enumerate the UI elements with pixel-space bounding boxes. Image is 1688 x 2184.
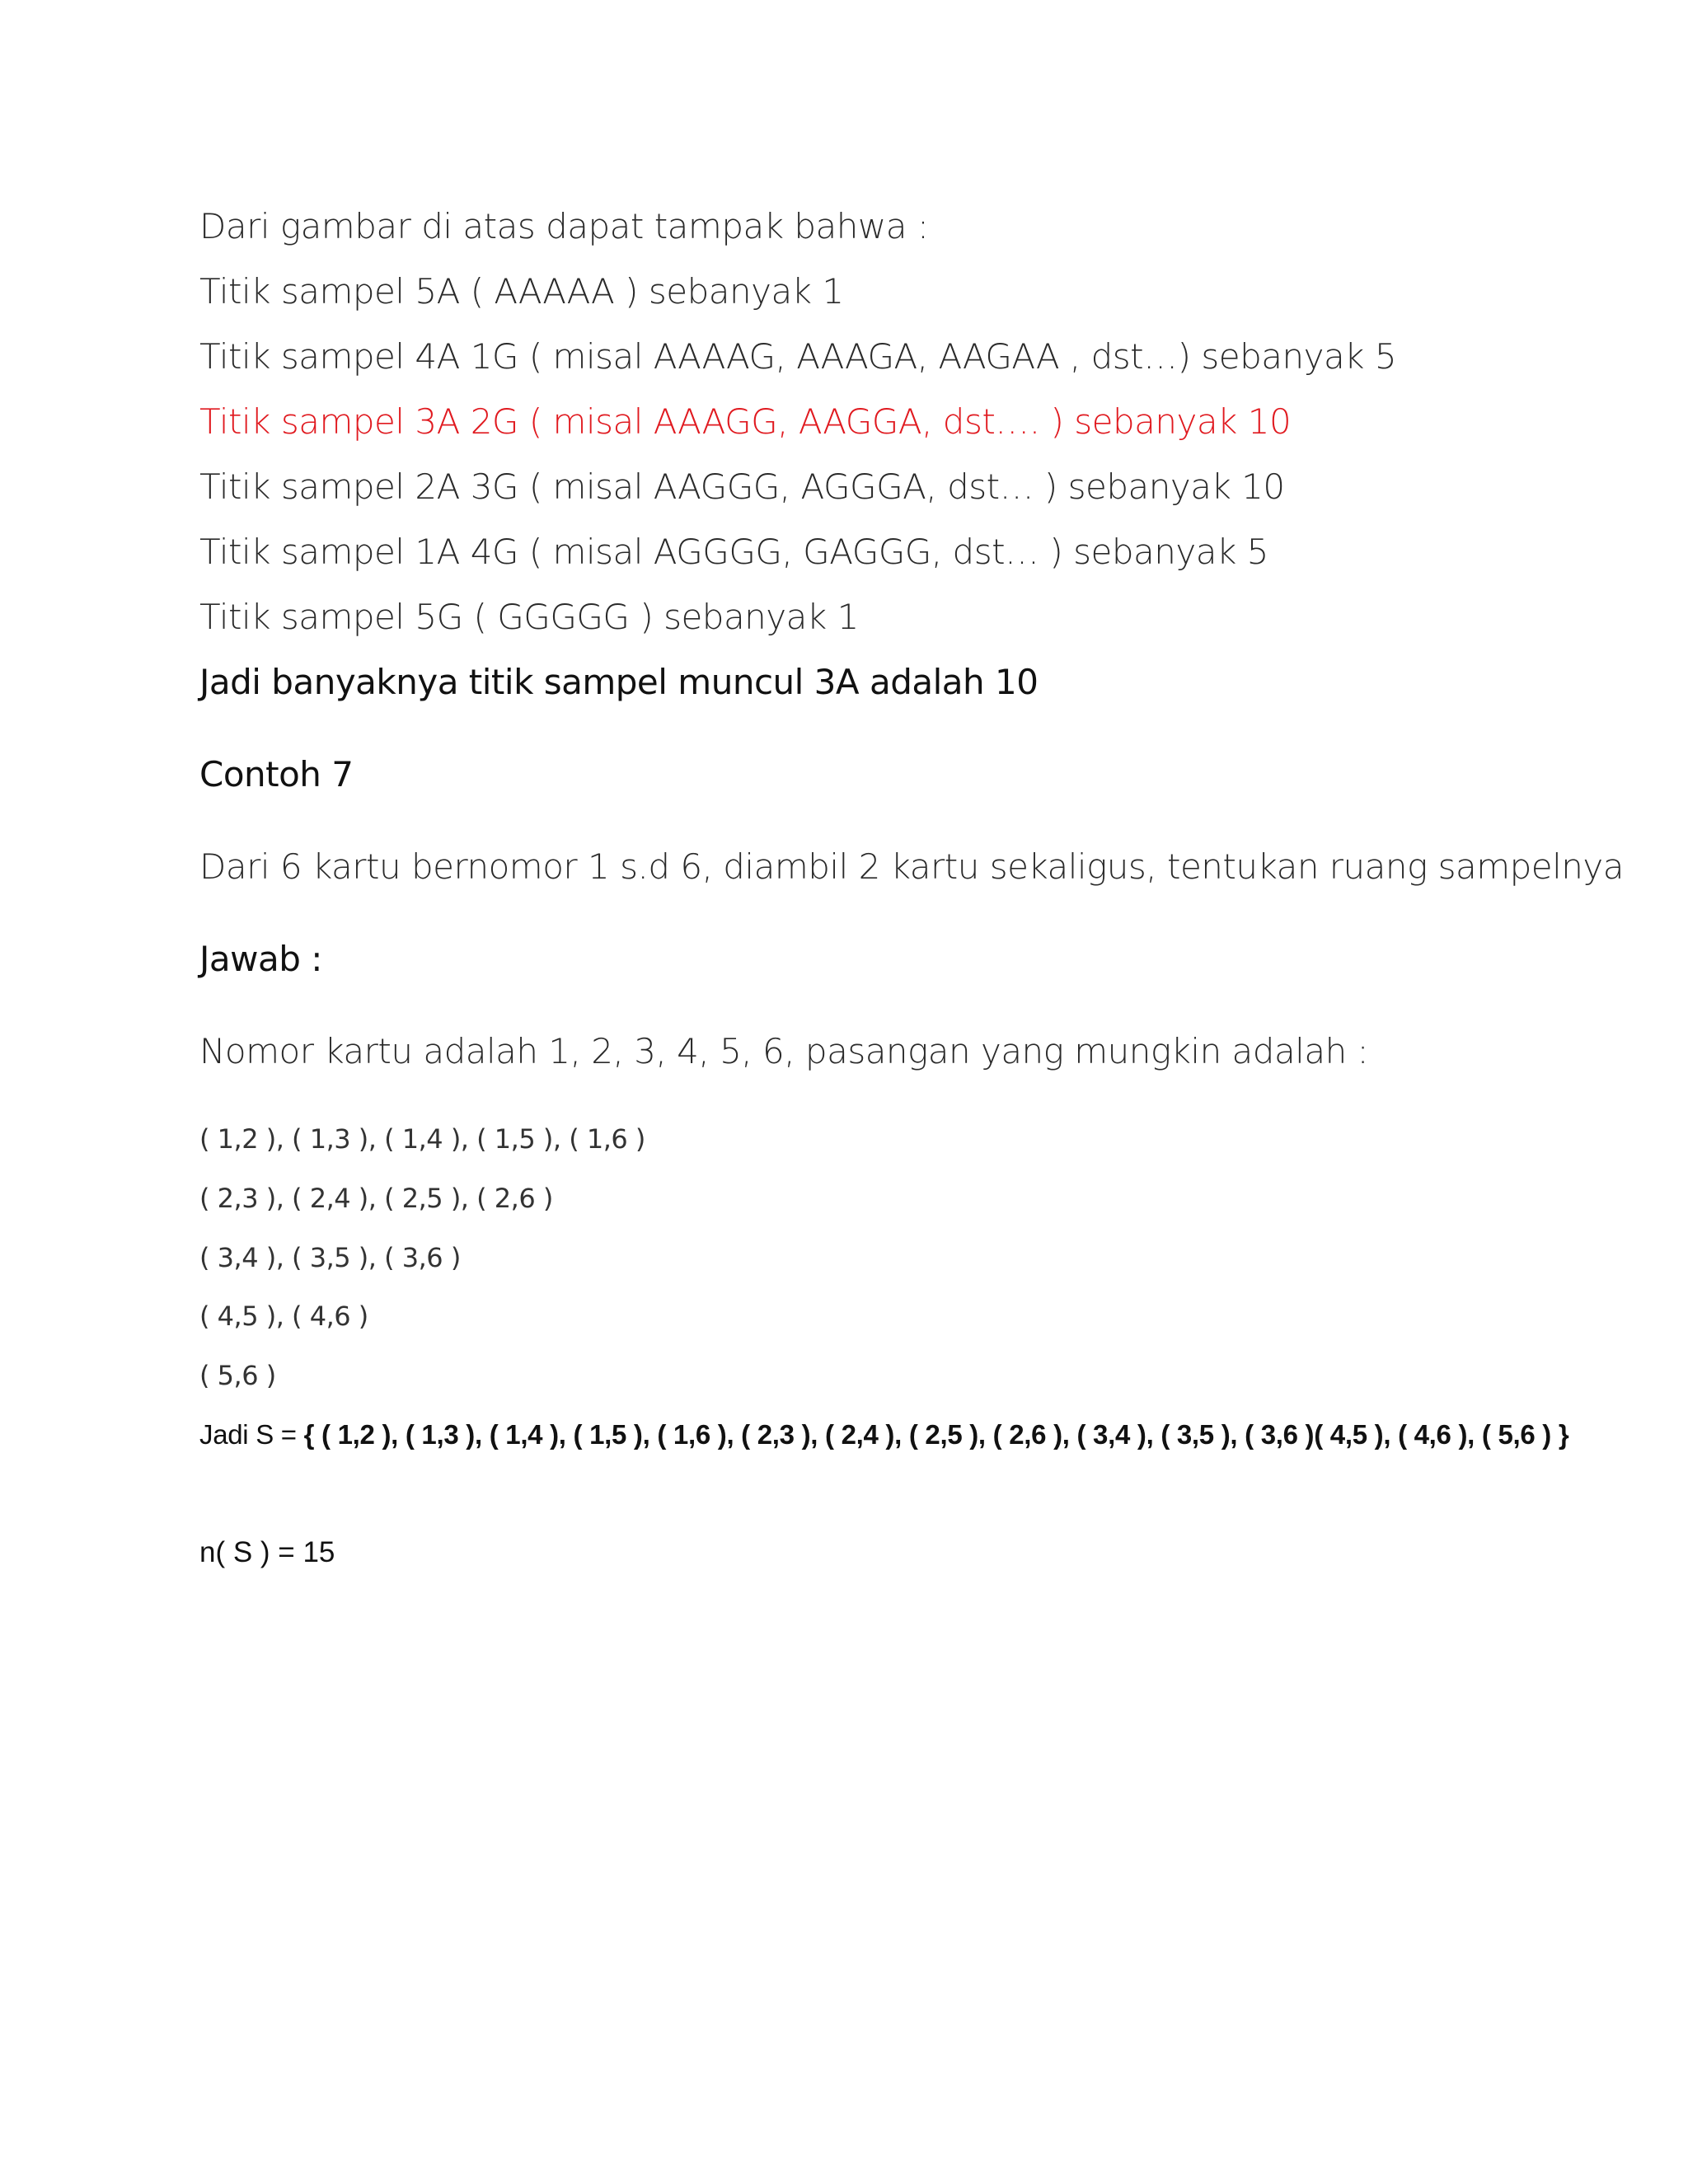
sample-line-4a-1g: Titik sampel 4A 1G ( misal AAAAG, AAAGA, AAGAA , dst…) sebanyak 5 xyxy=(199,336,1397,377)
pair-row-2: ( 2,3 ), ( 2,4 ), ( 2,5 ), ( 2,6 ) xyxy=(199,1183,553,1214)
sample-line-2a-3g: Titik sampel 2A 3G ( misal AAGGG, AGGGA, dst… ) sebanyak 10 xyxy=(199,466,1285,507)
pair-row-5: ( 5,6 ) xyxy=(199,1360,276,1391)
pair-row-1: ( 1,2 ), ( 1,3 ), ( 1,4 ), ( 1,5 ), ( 1,6 ) xyxy=(199,1123,645,1155)
answer-intro: Nomor kartu adalah 1, 2, 3, 4, 5, 6, pasangan yang mungkin adalah : xyxy=(199,1031,1369,1071)
pair-row-3: ( 3,4 ), ( 3,5 ), ( 3,6 ) xyxy=(199,1242,461,1273)
set-value: { ( 1,2 ), ( 1,3 ), ( 1,4 ), ( 1,5 ), ( 1,6 ), ( 2,3 ), ( 2,4 ), ( 2,5 ), ( 2,6 ), ( 3,4 ), ( 3,5 ), ( 3,6 )( 4,5 ), ( 4,6 ), ( 5,6 ) } xyxy=(303,1419,1569,1450)
intro-text: Dari gambar di atas dapat tampak bahwa : xyxy=(199,206,929,246)
example-title: Contoh 7 xyxy=(199,754,354,794)
sample-line-1a-4g: Titik sampel 1A 4G ( misal AGGGG, GAGGG, dst… ) sebanyak 5 xyxy=(199,532,1268,572)
sample-line-5a: Titik sampel 5A ( AAAAA ) sebanyak 1 xyxy=(199,271,844,312)
set-prefix: Jadi S = xyxy=(199,1419,304,1450)
sample-space-count: n( S ) = 15 xyxy=(199,1536,335,1568)
conclusion-text: Jadi banyaknya titik sampel muncul 3A adalah 10 xyxy=(199,662,1039,702)
answer-label: Jawab : xyxy=(199,939,322,979)
question-text: Dari 6 kartu bernomor 1 s.d 6, diambil 2 kartu sekaligus, tentukan ruang sampelnya xyxy=(199,846,1625,887)
sample-space-set xyxy=(199,1419,1568,1451)
sample-line-3a-2g-highlighted: Titik sampel 3A 2G ( misal AAAGG, AAGGA, dst…. ) sebanyak 10 xyxy=(199,401,1292,442)
pair-row-4: ( 4,5 ), ( 4,6 ) xyxy=(199,1301,368,1332)
sample-line-5g: Titik sampel 5G ( GGGGG ) sebanyak 1 xyxy=(199,597,859,637)
